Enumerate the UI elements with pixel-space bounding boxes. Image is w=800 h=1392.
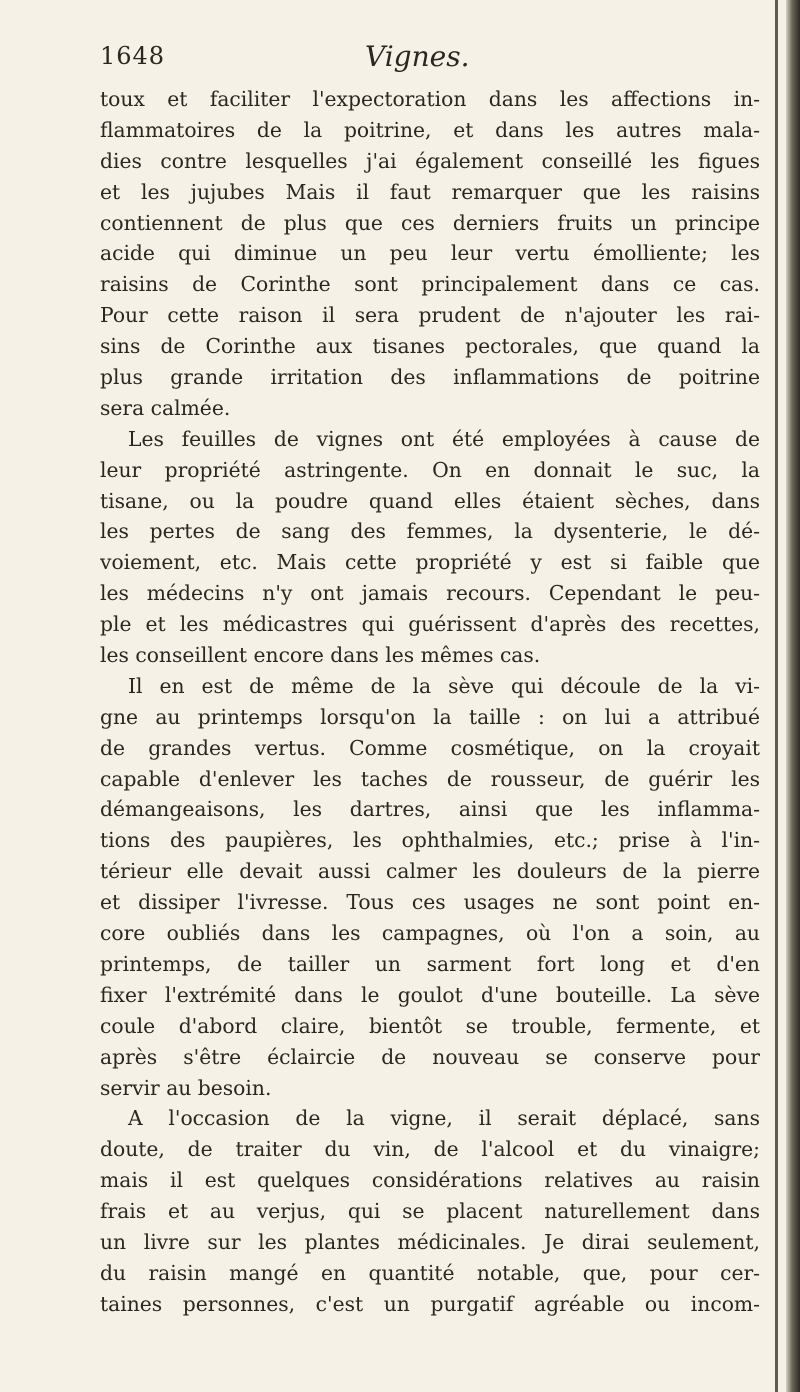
text-line: ple et les médicastres qui guérissent d'après des recettes, <box>100 612 760 637</box>
text-line: démangeaisons, les dartres, ainsi que les inflamma- <box>100 797 760 822</box>
text-line: après s'être éclaircie de nouveau se conserve pour <box>100 1044 760 1069</box>
text-line: contiennent de plus que ces derniers fruits un principe <box>100 210 760 235</box>
binding-edge <box>786 0 800 1392</box>
page-number: 1648 <box>100 42 166 70</box>
text-line: du raisin mangé en quantité notable, que, pour cer- <box>100 1260 760 1285</box>
text-line: toux et faciliter l'expectoration dans les affections in- <box>100 87 760 111</box>
paragraph-start-line: Les feuilles de vignes ont été employées à cause de <box>128 426 760 451</box>
text-line: plus grande irritation des inflammations de poitrine <box>100 365 760 390</box>
text-line: raisins de Corinthe sont principalement dans ce cas. <box>100 272 760 297</box>
text-line: les pertes de sang des femmes, la dysenterie, le dé- <box>100 519 760 544</box>
text-line: voiement, etc. Mais cette propriété y est si faible que <box>100 550 760 575</box>
text-line: un livre sur les plantes médicinales. Je dirai seulement, <box>100 1229 760 1254</box>
binding-shadow-line <box>775 0 778 1392</box>
text-line: Pour cette raison il sera prudent de n'ajouter les rai- <box>100 303 760 328</box>
text-line: et dissiper l'ivresse. Tous ces usages ne sont point en- <box>100 890 760 915</box>
text-line: acide qui diminue un peu leur vertu émolliente; les <box>100 241 760 266</box>
text-line: taines personnes, c'est un purgatif agréable ou incom- <box>100 1291 760 1316</box>
text-line: sins de Corinthe aux tisanes pectorales, que quand la <box>100 334 760 359</box>
text-line: gne au printemps lorsqu'on la taille : on lui a attribué <box>100 704 760 729</box>
text-line: fixer l'extrémité dans le goulot d'une bouteille. La sève <box>100 982 760 1007</box>
text-line: leur propriété astringente. On en donnait le suc, la <box>100 457 760 482</box>
text-line: core oubliés dans les campagnes, où l'on a soin, au <box>100 921 760 946</box>
text-line: doute, de traiter du vin, de l'alcool et du vinaigre; <box>100 1137 760 1162</box>
running-head: Vignes. <box>365 40 470 73</box>
text-line: tisane, ou la poudre quand elles étaient sèches, dans <box>100 488 760 513</box>
text-line: tions des paupières, les ophthalmies, etc.; prise à l'in- <box>100 828 760 853</box>
text-line: les conseillent encore dans les mêmes cas. <box>100 643 541 668</box>
text-line: térieur elle devait aussi calmer les douleurs de la pierre <box>100 859 760 884</box>
text-line: dies contre lesquelles j'ai également conseillé les figues <box>100 148 760 173</box>
text-line: coule d'abord claire, bientôt se trouble, fermente, et <box>100 1013 760 1038</box>
text-line: capable d'enlever les taches de rousseur, de guérir les <box>100 766 760 791</box>
paragraph-start-line: A l'occasion de la vigne, il serait déplacé, sans <box>128 1106 760 1131</box>
page-header <box>100 42 760 82</box>
text-line: et les jujubes Mais il faut remarquer que les raisins <box>100 179 760 204</box>
text-line: les médecins n'y ont jamais recours. Cependant le peu- <box>100 581 760 606</box>
text-line: printemps, de tailler un sarment fort long et d'en <box>100 951 760 976</box>
text-line: servir au besoin. <box>100 1075 272 1100</box>
text-line: flammatoires de la poitrine, et dans les autres mala- <box>100 117 760 142</box>
paragraph-start-line: Il en est de même de la sève qui découle de la vi- <box>128 673 760 698</box>
text-line: mais il est quelques considérations relatives au raisin <box>100 1168 760 1193</box>
text-line: sera calmée. <box>100 395 231 420</box>
text-line: frais et au verjus, qui se placent naturellement dans <box>100 1199 760 1224</box>
text-line: de grandes vertus. Comme cosmétique, on la croyait <box>100 735 760 760</box>
body-text <box>100 84 760 1320</box>
